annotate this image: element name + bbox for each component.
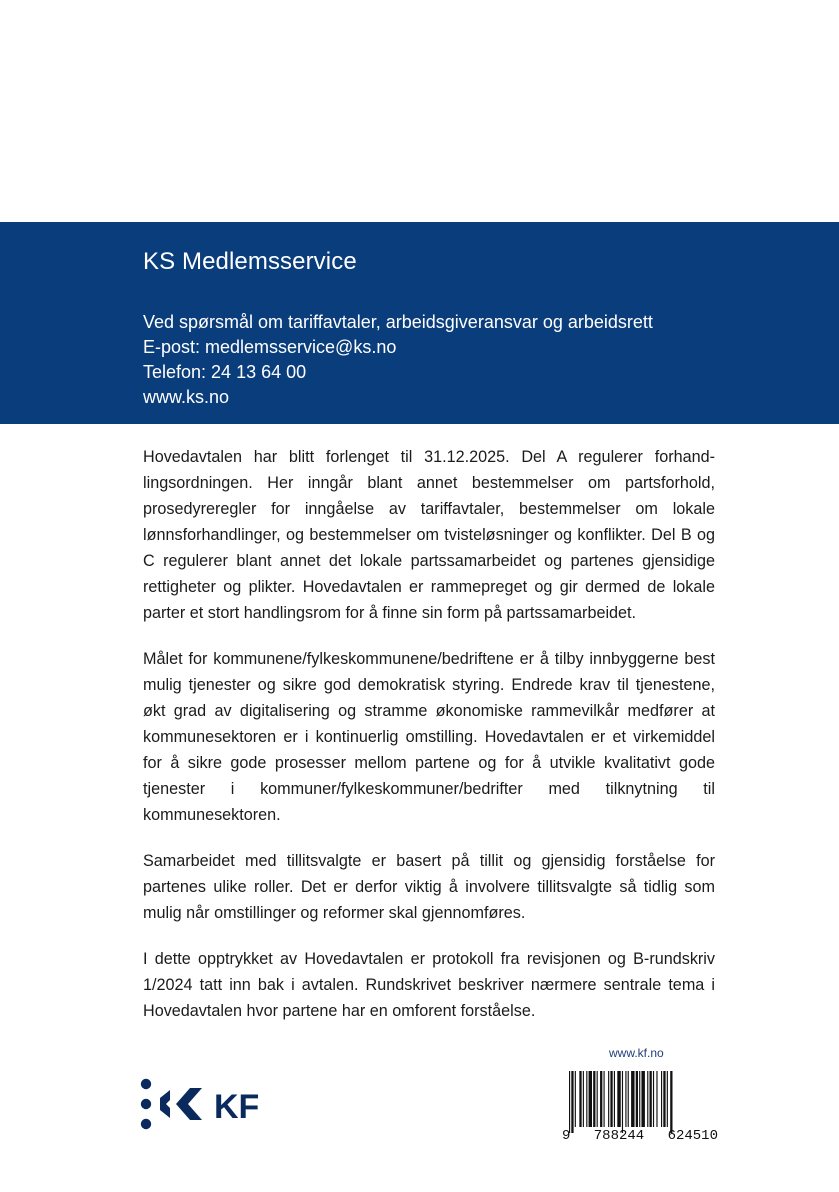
contact-website-link[interactable]: www.ks.no bbox=[143, 387, 230, 407]
barcode-bar bbox=[628, 1071, 629, 1127]
barcode-bar bbox=[614, 1071, 615, 1127]
paragraph: Samarbeidet med tillitsvalgte er basert på tillit og gjensidig forståelse for partenes ulike roller. Det er derfor viktig å involvere tillitsvalgte så tidlig som mulig når omstillinger og reformer skal gjennomføres. bbox=[143, 852, 715, 922]
barcode-bar bbox=[589, 1071, 592, 1127]
paragraph: Hovedavtalen har blitt forlenget til 31.12.2025. Del A regulerer forhandlingsordningen. Her inngår blant annet bestemmelser om partsforhold, prosedyreregler for inngåelse av tariffavtaler, bestemmelser om lokale lønnsforhandlinger, og bestemmelser om tvisteløsninger og konflikter. Del B og C regulerer blant annet det lokale partssamarbeidet og partenes gjensidige rettigheter og plikter. Hovedavtalen er rammepreget og gir dermed de lokale parter et stort handlingsrom for å finne sin form på partssamarbeidet. bbox=[143, 448, 715, 622]
barcode-bar bbox=[625, 1071, 626, 1127]
paragraph: I dette opptrykket av Hovedavtalen er protokoll fra revisjonen og B-rundskriv 1/2024 tatt inn bak i avtalen. Rundskrivet beskriver nærmere sentrale tema i Hovedavtalen hvor partene har en omforent forståelse. bbox=[143, 950, 715, 1020]
contact-description: Ved spørsmål om tariffavtaler, arbeidsgiveransvar og arbeidsrett bbox=[143, 312, 653, 332]
barcode-bar bbox=[667, 1071, 668, 1127]
isbn-group-1: 788244 bbox=[593, 1128, 645, 1144]
barcode-bar bbox=[571, 1071, 573, 1133]
barcode-bar bbox=[617, 1071, 620, 1127]
barcode-bar bbox=[653, 1071, 654, 1127]
barcode-bar bbox=[604, 1071, 605, 1127]
barcode-bar bbox=[670, 1071, 672, 1133]
barcode-bar bbox=[593, 1071, 595, 1127]
body-text bbox=[143, 444, 715, 1044]
barcode-bar bbox=[579, 1071, 581, 1127]
barcode-bar bbox=[583, 1071, 584, 1127]
contact-info bbox=[143, 310, 653, 410]
isbn-prefix: 9 bbox=[562, 1128, 571, 1144]
paragraph: Målet for kommunene/fylkeskommunene/bedriftene er å tilby innbyggerne best mulig tjenester og sikre god demokratisk styring. Endrede krav til tjenestene, økt grad av digitalisering og stramme økonomiske rammevilkår medfører at kommunesektoren er i kontinuerlig omstilling. Hovedavtalen er et virkemiddel for å sikre gode prosesser mellom partene og for å utvikle kvalitativt gode tjenester i kommuner/fylkeskommuner/bedrifter med tilknytning til kommunesektoren. bbox=[143, 650, 715, 824]
barcode-bar bbox=[600, 1071, 602, 1127]
barcode-bar bbox=[575, 1071, 576, 1127]
barcode-bar bbox=[608, 1071, 609, 1127]
barcode-bar bbox=[636, 1071, 638, 1127]
barcode-bar bbox=[597, 1071, 598, 1127]
barcode-bar bbox=[586, 1071, 587, 1127]
barcode-bar bbox=[663, 1071, 665, 1127]
barcode-bar bbox=[639, 1071, 640, 1127]
barcode-bar bbox=[656, 1071, 657, 1127]
contact-banner bbox=[0, 222, 839, 424]
isbn-group-2: 624510 bbox=[667, 1128, 718, 1144]
banner-title: KS Medlemsservice bbox=[143, 248, 357, 275]
barcode-bar bbox=[569, 1071, 570, 1133]
isbn-number bbox=[562, 1128, 718, 1144]
barcode-bar bbox=[641, 1071, 644, 1127]
contact-phone[interactable]: Telefon: 24 13 64 00 bbox=[143, 362, 307, 382]
barcode-bar bbox=[650, 1071, 652, 1127]
publisher-website-link[interactable]: www.kf.no bbox=[609, 1046, 664, 1060]
barcode-bar bbox=[610, 1071, 612, 1127]
barcode-bar bbox=[631, 1071, 634, 1127]
contact-email[interactable]: E-post: medlemsservice@ks.no bbox=[143, 337, 397, 357]
barcode-bar bbox=[647, 1071, 648, 1127]
barcode-bar bbox=[661, 1071, 662, 1127]
logo-text: KF bbox=[214, 1088, 260, 1126]
kf-logo bbox=[140, 1076, 270, 1134]
barcode-bar bbox=[622, 1071, 623, 1133]
